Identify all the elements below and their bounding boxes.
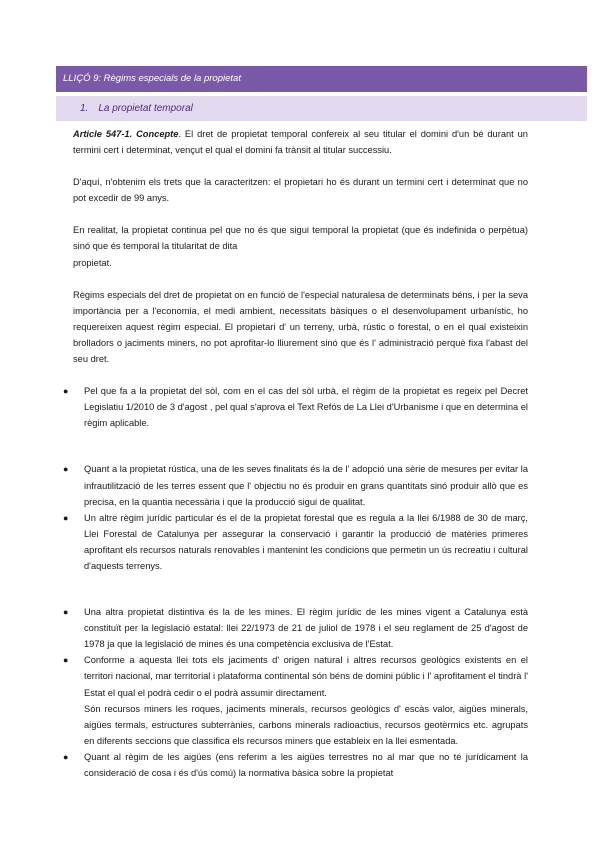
list-item-text: Pel que fa a la propietat del sòl, com en el cas del sòl urbà, el règim de la propietat es regeix pel Decret Legislatiu 1/2010 de 3 d'agost , pel qual s'aprova el Text Refós de La Llei d'Urbanisme i que en determina el règim aplicable.	[84, 386, 528, 429]
bullet-icon: ●	[63, 655, 69, 666]
list-item-text: Una altra propietat distintiva és la de les mines. El règim jurídic de les mines vigent a Catalunya està constituït per la legislació estatal: llei 22/1973 de 21 de juliol de 1978 i el seu reglament de 25 d'agost de 1978 ja que la legislació de mines és una competència exclusiva de l'Estat.	[84, 607, 528, 650]
list-item-text: Quant al règim de les aigües (ens referim a les aigües terrestres no al mar que no té jurídicament la consideració de cosa i és d'ús comú) la normativa bàsica sobre la propietat	[84, 751, 528, 778]
lesson-title: LLIÇÓ 9: Règims especials de la propietat	[63, 73, 241, 84]
list-item	[63, 461, 528, 509]
section-heading-bar	[56, 96, 587, 121]
bullet-icon: ●	[63, 607, 69, 618]
list-item-text: Quant a la propietat rústica, una de les seves finalitats és la de l' adopció una sèrie de mesures per evitar la infrautilització de les terres essent que l' objectiu no és produir en grans quantitats sinó produir allò que es precisa, en la quantia necessària i que la producció sigui de qualitat.	[84, 464, 528, 507]
bullet-icon: ●	[63, 751, 69, 762]
list-item	[63, 652, 528, 749]
paragraph-article	[73, 126, 528, 158]
list-item-text: Conforme a aquesta llei tots els jaciments d' origen natural i altres recursos geològics existents en el territori nacional, mar territorial i plataforma continental són béns de domini públic i l' aprofitament el tindrà l' Estat el qual el podrà cedir o el podrà assumir directament.	[84, 655, 528, 698]
section-title: La propietat temporal	[98, 103, 193, 114]
list-item	[63, 383, 528, 431]
bullet-icon: ●	[63, 386, 69, 397]
list-item-text: Un altre règim jurídic particular és el de la propietat forestal que es regula a la llei 6/1988 de 30 de març, Llei Forestal de Catalunya per assegurar la conservació i garantir la producció de matèries primeres aprofitant els recursos naturals renovables i mantenint les condicions que permetin un ús recreatiu i cultural d'aquests terrenys.	[84, 512, 528, 571]
paragraph-reality-end: propietat.	[73, 257, 112, 268]
bullet-icon: ●	[63, 464, 69, 475]
list-item	[63, 604, 528, 652]
document-body	[63, 126, 528, 781]
section-number: 1.	[80, 103, 89, 114]
article-reference: Article 547-1. Concepte	[73, 129, 179, 139]
lesson-title-bar	[56, 66, 587, 92]
paragraph-traits: D'aquí, n'obtenim els trets que la caracteritzen: el propietari ho és durant un termini cert i determinat que no pot excedir de 99 anys.	[73, 177, 528, 204]
list-item-text-continued: Són recursos miners les roques, jaciments minerals, recursos geològics d' escàs valor, aigües minerals, aigües termals, estructures subterrànies, carbons minerals radioactius, recursos geotèrmics etc. agrupats en diferents seccions que classifica els recursos miners que estableix en la llei esmentada.	[84, 703, 528, 746]
paragraph-reality-text: En realitat, la propietat continua pel que no és que sigui temporal la propietat (que és indefinida o perpètua) sinó que és temporal la titularitat de dita	[73, 225, 528, 252]
paragraph-special-regimes: Règims especials del dret de propietat on en funció de l'especial naturalesa de determinats béns, i per la seva importància per a l'economia, el medi ambient, necessitats bàsiques o el desenvolupament urbanístic, ho requereixen aquest règim especial. El propietari d' un terreny, urbà, rústic o forestal, o en el qual existeixin brolladors o jaciments miners, no pot aprofitar-lo lliurement sinó que és l' administració perquè fixa l'abast del seu dret.	[73, 289, 528, 365]
bullet-icon: ●	[63, 512, 69, 523]
regimes-list	[63, 383, 528, 781]
paragraph-reality	[73, 222, 528, 270]
list-item	[63, 749, 528, 781]
list-item	[63, 510, 528, 574]
article-text: . El dret de propietat temporal confereix al seu titular el domini d'un bé durant un termini cert i determinat, vençut el qual el domini fa trànsit al titular successiu.	[73, 129, 528, 156]
